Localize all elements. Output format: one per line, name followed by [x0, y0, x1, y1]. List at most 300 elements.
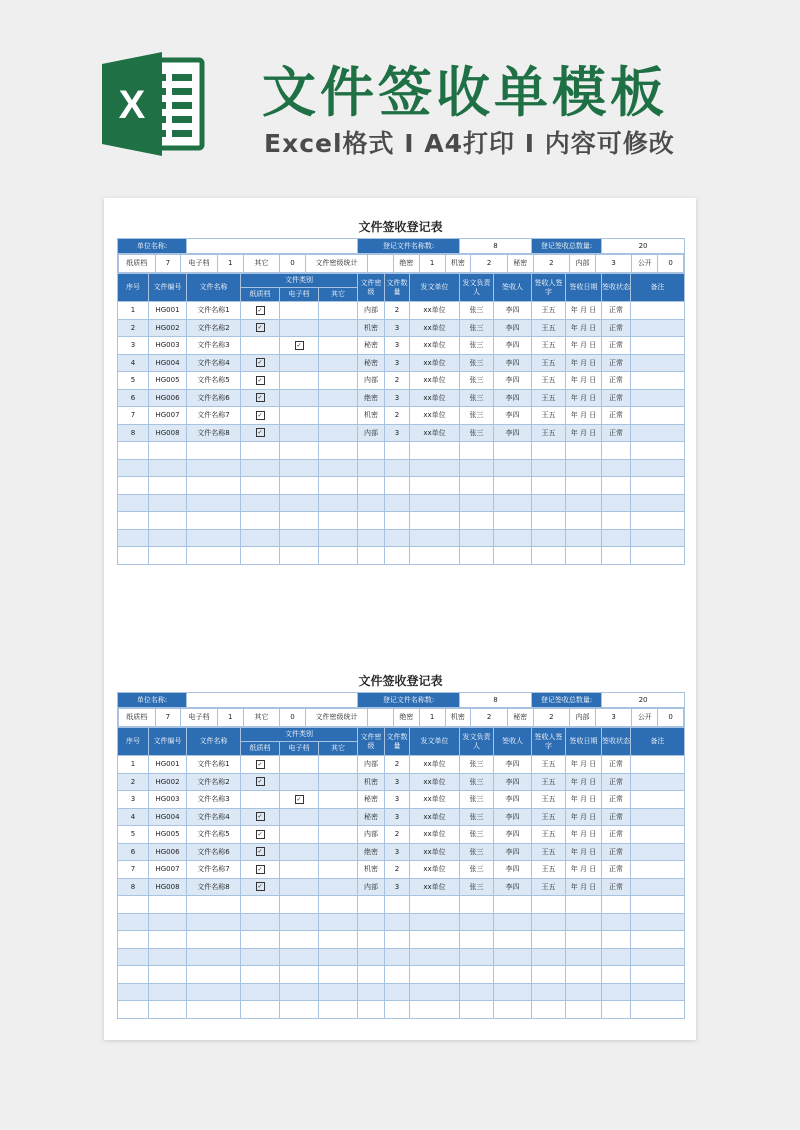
status-cell[interactable]: 正常: [602, 407, 631, 425]
empty-cell[interactable]: [241, 948, 280, 966]
empty-cell[interactable]: [358, 913, 385, 931]
no-cell[interactable]: 3: [118, 791, 149, 809]
status-cell[interactable]: 正常: [602, 302, 631, 320]
note-cell[interactable]: [631, 878, 685, 896]
name-cell[interactable]: 文件名称8: [187, 878, 241, 896]
empty-cell[interactable]: [460, 529, 494, 547]
empty-cell[interactable]: [118, 442, 149, 460]
code-cell[interactable]: HG003: [149, 337, 187, 355]
empty-cell[interactable]: [118, 948, 149, 966]
empty-cell[interactable]: [631, 477, 685, 495]
empty-cell[interactable]: [410, 494, 460, 512]
level-cell[interactable]: 内部: [358, 372, 385, 390]
receiver-cell[interactable]: 李四: [494, 808, 532, 826]
empty-cell[interactable]: [118, 966, 149, 984]
status-cell[interactable]: 正常: [602, 773, 631, 791]
empty-cell[interactable]: [410, 529, 460, 547]
empty-cell[interactable]: [532, 547, 566, 565]
date-cell[interactable]: 年 月 日: [566, 319, 602, 337]
empty-cell[interactable]: [149, 494, 187, 512]
sender-cell[interactable]: xx单位: [410, 372, 460, 390]
category-digital-cell[interactable]: [280, 791, 319, 809]
empty-cell[interactable]: [410, 913, 460, 931]
empty-cell[interactable]: [410, 1001, 460, 1019]
category-digital-cell[interactable]: [280, 808, 319, 826]
signer-cell[interactable]: 王五: [532, 791, 566, 809]
stat-value[interactable]: 2: [533, 709, 570, 727]
empty-cell[interactable]: [385, 931, 410, 949]
sender-cell[interactable]: xx单位: [410, 791, 460, 809]
qty-cell[interactable]: 3: [385, 808, 410, 826]
level-cell[interactable]: 机密: [358, 773, 385, 791]
owner-cell[interactable]: 张三: [460, 756, 494, 774]
empty-cell[interactable]: [602, 512, 631, 530]
category-digital-cell[interactable]: [280, 372, 319, 390]
qty-cell[interactable]: 2: [385, 407, 410, 425]
empty-cell[interactable]: [631, 913, 685, 931]
category-other-cell[interactable]: [319, 756, 358, 774]
level-cell[interactable]: 绝密: [358, 843, 385, 861]
empty-cell[interactable]: [358, 459, 385, 477]
checkbox-icon[interactable]: ✓: [257, 848, 263, 856]
name-cell[interactable]: 文件名称7: [187, 407, 241, 425]
signer-cell[interactable]: 王五: [532, 424, 566, 442]
category-other-cell[interactable]: [319, 337, 358, 355]
date-cell[interactable]: 年 月 日: [566, 773, 602, 791]
no-cell[interactable]: 4: [118, 354, 149, 372]
empty-cell[interactable]: [494, 459, 532, 477]
signer-cell[interactable]: 王五: [532, 878, 566, 896]
category-digital-cell[interactable]: [280, 389, 319, 407]
empty-cell[interactable]: [631, 948, 685, 966]
sender-cell[interactable]: xx单位: [410, 878, 460, 896]
receiver-cell[interactable]: 李四: [494, 861, 532, 879]
note-cell[interactable]: [631, 843, 685, 861]
level-cell[interactable]: 内部: [358, 302, 385, 320]
category-paper-cell[interactable]: [241, 424, 280, 442]
stat-value[interactable]: 2: [471, 709, 508, 727]
note-cell[interactable]: [631, 407, 685, 425]
status-cell[interactable]: 正常: [602, 878, 631, 896]
checkbox-icon[interactable]: ✓: [257, 324, 263, 332]
empty-cell[interactable]: [149, 931, 187, 949]
level-cell[interactable]: 内部: [358, 424, 385, 442]
empty-cell[interactable]: [602, 442, 631, 460]
receiver-cell[interactable]: 李四: [494, 302, 532, 320]
empty-cell[interactable]: [118, 913, 149, 931]
owner-cell[interactable]: 张三: [460, 407, 494, 425]
empty-cell[interactable]: [280, 442, 319, 460]
category-other-cell[interactable]: [319, 354, 358, 372]
category-paper-cell[interactable]: [241, 773, 280, 791]
empty-cell[interactable]: [532, 512, 566, 530]
name-cell[interactable]: 文件名称3: [187, 791, 241, 809]
date-cell[interactable]: 年 月 日: [566, 354, 602, 372]
empty-cell[interactable]: [494, 983, 532, 1001]
date-cell[interactable]: 年 月 日: [566, 878, 602, 896]
stat-value[interactable]: 7: [155, 255, 181, 273]
empty-cell[interactable]: [319, 477, 358, 495]
empty-cell[interactable]: [149, 477, 187, 495]
category-paper-cell[interactable]: [241, 756, 280, 774]
note-cell[interactable]: [631, 791, 685, 809]
level-cell[interactable]: 机密: [358, 319, 385, 337]
empty-cell[interactable]: [494, 966, 532, 984]
empty-cell[interactable]: [187, 494, 241, 512]
empty-cell[interactable]: [566, 966, 602, 984]
empty-cell[interactable]: [319, 529, 358, 547]
stat-value[interactable]: 0: [280, 709, 306, 727]
empty-cell[interactable]: [149, 948, 187, 966]
category-other-cell[interactable]: [319, 372, 358, 390]
name-cell[interactable]: 文件名称6: [187, 389, 241, 407]
no-cell[interactable]: 4: [118, 808, 149, 826]
empty-cell[interactable]: [410, 512, 460, 530]
empty-cell[interactable]: [410, 477, 460, 495]
empty-cell[interactable]: [460, 547, 494, 565]
no-cell[interactable]: 1: [118, 302, 149, 320]
no-cell[interactable]: 5: [118, 826, 149, 844]
status-cell[interactable]: 正常: [602, 372, 631, 390]
owner-cell[interactable]: 张三: [460, 791, 494, 809]
status-cell[interactable]: 正常: [602, 319, 631, 337]
empty-cell[interactable]: [410, 442, 460, 460]
owner-cell[interactable]: 张三: [460, 337, 494, 355]
empty-cell[interactable]: [358, 931, 385, 949]
category-digital-cell[interactable]: [280, 302, 319, 320]
empty-cell[interactable]: [280, 494, 319, 512]
empty-cell[interactable]: [494, 1001, 532, 1019]
empty-cell[interactable]: [149, 512, 187, 530]
note-cell[interactable]: [631, 319, 685, 337]
sender-cell[interactable]: xx单位: [410, 808, 460, 826]
qty-cell[interactable]: 3: [385, 354, 410, 372]
category-paper-cell[interactable]: [241, 372, 280, 390]
category-digital-cell[interactable]: [280, 756, 319, 774]
empty-cell[interactable]: [118, 529, 149, 547]
note-cell[interactable]: [631, 354, 685, 372]
category-paper-cell[interactable]: [241, 878, 280, 896]
empty-cell[interactable]: [149, 529, 187, 547]
date-cell[interactable]: 年 月 日: [566, 407, 602, 425]
signer-cell[interactable]: 王五: [532, 826, 566, 844]
code-cell[interactable]: HG005: [149, 826, 187, 844]
receiver-cell[interactable]: 李四: [494, 337, 532, 355]
status-cell[interactable]: 正常: [602, 791, 631, 809]
no-cell[interactable]: 6: [118, 389, 149, 407]
empty-cell[interactable]: [410, 948, 460, 966]
empty-cell[interactable]: [532, 983, 566, 1001]
empty-cell[interactable]: [410, 459, 460, 477]
empty-cell[interactable]: [241, 983, 280, 1001]
signer-cell[interactable]: 王五: [532, 389, 566, 407]
empty-cell[interactable]: [187, 1001, 241, 1019]
empty-cell[interactable]: [280, 896, 319, 914]
empty-cell[interactable]: [118, 896, 149, 914]
signer-cell[interactable]: 王五: [532, 302, 566, 320]
receiver-cell[interactable]: 李四: [494, 843, 532, 861]
name-cell[interactable]: 文件名称3: [187, 337, 241, 355]
sender-cell[interactable]: xx单位: [410, 773, 460, 791]
category-other-cell[interactable]: [319, 808, 358, 826]
level-cell[interactable]: 内部: [358, 826, 385, 844]
no-cell[interactable]: 6: [118, 843, 149, 861]
category-digital-cell[interactable]: [280, 861, 319, 879]
empty-cell[interactable]: [149, 459, 187, 477]
empty-cell[interactable]: [358, 948, 385, 966]
owner-cell[interactable]: 张三: [460, 319, 494, 337]
empty-cell[interactable]: [241, 459, 280, 477]
signer-cell[interactable]: 王五: [532, 337, 566, 355]
no-cell[interactable]: 1: [118, 756, 149, 774]
empty-cell[interactable]: [187, 459, 241, 477]
empty-cell[interactable]: [602, 459, 631, 477]
signer-cell[interactable]: 王五: [532, 861, 566, 879]
empty-cell[interactable]: [149, 966, 187, 984]
code-cell[interactable]: HG007: [149, 861, 187, 879]
date-cell[interactable]: 年 月 日: [566, 302, 602, 320]
category-paper-cell[interactable]: [241, 389, 280, 407]
note-cell[interactable]: [631, 773, 685, 791]
empty-cell[interactable]: [460, 1001, 494, 1019]
status-cell[interactable]: 正常: [602, 843, 631, 861]
category-other-cell[interactable]: [319, 319, 358, 337]
empty-cell[interactable]: [187, 948, 241, 966]
date-cell[interactable]: 年 月 日: [566, 389, 602, 407]
stat-value[interactable]: 0: [280, 255, 306, 273]
empty-cell[interactable]: [385, 459, 410, 477]
qty-cell[interactable]: 2: [385, 372, 410, 390]
empty-cell[interactable]: [241, 1001, 280, 1019]
empty-cell[interactable]: [566, 477, 602, 495]
sender-cell[interactable]: xx单位: [410, 389, 460, 407]
empty-cell[interactable]: [280, 966, 319, 984]
empty-cell[interactable]: [358, 512, 385, 530]
empty-cell[interactable]: [385, 948, 410, 966]
level-cell[interactable]: 秘密: [358, 791, 385, 809]
date-cell[interactable]: 年 月 日: [566, 424, 602, 442]
name-cell[interactable]: 文件名称8: [187, 424, 241, 442]
empty-cell[interactable]: [460, 913, 494, 931]
name-cell[interactable]: 文件名称2: [187, 319, 241, 337]
empty-cell[interactable]: [241, 896, 280, 914]
code-cell[interactable]: HG007: [149, 407, 187, 425]
empty-cell[interactable]: [460, 477, 494, 495]
name-cell[interactable]: 文件名称2: [187, 773, 241, 791]
empty-cell[interactable]: [602, 983, 631, 1001]
qty-cell[interactable]: 2: [385, 756, 410, 774]
empty-cell[interactable]: [187, 931, 241, 949]
qty-cell[interactable]: 3: [385, 843, 410, 861]
category-digital-cell[interactable]: [280, 878, 319, 896]
signer-cell[interactable]: 王五: [532, 756, 566, 774]
empty-cell[interactable]: [460, 896, 494, 914]
empty-cell[interactable]: [566, 1001, 602, 1019]
sender-cell[interactable]: xx单位: [410, 302, 460, 320]
checkbox-icon[interactable]: ✓: [296, 795, 302, 803]
no-cell[interactable]: 2: [118, 773, 149, 791]
empty-cell[interactable]: [532, 948, 566, 966]
empty-cell[interactable]: [602, 477, 631, 495]
no-cell[interactable]: 2: [118, 319, 149, 337]
owner-cell[interactable]: 张三: [460, 302, 494, 320]
empty-cell[interactable]: [149, 913, 187, 931]
qty-cell[interactable]: 3: [385, 773, 410, 791]
code-cell[interactable]: HG006: [149, 843, 187, 861]
level-cell[interactable]: 内部: [358, 756, 385, 774]
empty-cell[interactable]: [319, 931, 358, 949]
receiver-cell[interactable]: 李四: [494, 773, 532, 791]
code-cell[interactable]: HG003: [149, 791, 187, 809]
status-cell[interactable]: 正常: [602, 808, 631, 826]
empty-cell[interactable]: [241, 931, 280, 949]
qty-cell[interactable]: 3: [385, 791, 410, 809]
sender-cell[interactable]: xx单位: [410, 337, 460, 355]
status-cell[interactable]: 正常: [602, 756, 631, 774]
category-other-cell[interactable]: [319, 424, 358, 442]
empty-cell[interactable]: [494, 896, 532, 914]
owner-cell[interactable]: 张三: [460, 389, 494, 407]
empty-cell[interactable]: [385, 477, 410, 495]
empty-cell[interactable]: [241, 966, 280, 984]
date-cell[interactable]: 年 月 日: [566, 808, 602, 826]
empty-cell[interactable]: [631, 896, 685, 914]
empty-cell[interactable]: [385, 442, 410, 460]
empty-cell[interactable]: [319, 1001, 358, 1019]
unit-name-value[interactable]: [187, 239, 358, 254]
category-digital-cell[interactable]: [280, 826, 319, 844]
empty-cell[interactable]: [118, 477, 149, 495]
name-cell[interactable]: 文件名称6: [187, 843, 241, 861]
level-cell[interactable]: 绝密: [358, 389, 385, 407]
qty-cell[interactable]: 2: [385, 861, 410, 879]
receiver-cell[interactable]: 李四: [494, 878, 532, 896]
code-cell[interactable]: HG002: [149, 319, 187, 337]
qty-cell[interactable]: 2: [385, 826, 410, 844]
empty-cell[interactable]: [118, 1001, 149, 1019]
empty-cell[interactable]: [187, 477, 241, 495]
empty-cell[interactable]: [280, 547, 319, 565]
category-paper-cell[interactable]: [241, 302, 280, 320]
status-cell[interactable]: 正常: [602, 826, 631, 844]
sender-cell[interactable]: xx单位: [410, 826, 460, 844]
empty-cell[interactable]: [241, 529, 280, 547]
empty-cell[interactable]: [602, 948, 631, 966]
stat-value[interactable]: 2: [471, 255, 508, 273]
receiver-cell[interactable]: 李四: [494, 791, 532, 809]
checkbox-icon[interactable]: ✓: [257, 760, 263, 768]
empty-cell[interactable]: [280, 931, 319, 949]
empty-cell[interactable]: [494, 494, 532, 512]
sender-cell[interactable]: xx单位: [410, 861, 460, 879]
empty-cell[interactable]: [187, 966, 241, 984]
empty-cell[interactable]: [358, 547, 385, 565]
category-paper-cell[interactable]: [241, 826, 280, 844]
name-cell[interactable]: 文件名称7: [187, 861, 241, 879]
empty-cell[interactable]: [410, 547, 460, 565]
category-paper-cell[interactable]: [241, 407, 280, 425]
empty-cell[interactable]: [319, 966, 358, 984]
stat-value[interactable]: [368, 255, 394, 273]
empty-cell[interactable]: [631, 966, 685, 984]
empty-cell[interactable]: [494, 948, 532, 966]
sender-cell[interactable]: xx单位: [410, 354, 460, 372]
no-cell[interactable]: 3: [118, 337, 149, 355]
empty-cell[interactable]: [532, 477, 566, 495]
empty-cell[interactable]: [187, 913, 241, 931]
empty-cell[interactable]: [631, 512, 685, 530]
empty-cell[interactable]: [631, 494, 685, 512]
empty-cell[interactable]: [319, 896, 358, 914]
empty-cell[interactable]: [566, 948, 602, 966]
empty-cell[interactable]: [566, 931, 602, 949]
empty-cell[interactable]: [385, 547, 410, 565]
note-cell[interactable]: [631, 389, 685, 407]
empty-cell[interactable]: [385, 913, 410, 931]
empty-cell[interactable]: [385, 983, 410, 1001]
level-cell[interactable]: 内部: [358, 878, 385, 896]
no-cell[interactable]: 8: [118, 424, 149, 442]
owner-cell[interactable]: 张三: [460, 826, 494, 844]
empty-cell[interactable]: [532, 1001, 566, 1019]
empty-cell[interactable]: [410, 983, 460, 1001]
receiver-cell[interactable]: 李四: [494, 372, 532, 390]
no-cell[interactable]: 7: [118, 407, 149, 425]
level-cell[interactable]: 秘密: [358, 354, 385, 372]
empty-cell[interactable]: [602, 547, 631, 565]
category-digital-cell[interactable]: [280, 407, 319, 425]
empty-cell[interactable]: [566, 983, 602, 1001]
empty-cell[interactable]: [319, 512, 358, 530]
empty-cell[interactable]: [494, 547, 532, 565]
no-cell[interactable]: 8: [118, 878, 149, 896]
empty-cell[interactable]: [319, 547, 358, 565]
empty-cell[interactable]: [385, 1001, 410, 1019]
empty-cell[interactable]: [460, 983, 494, 1001]
note-cell[interactable]: [631, 372, 685, 390]
category-paper-cell[interactable]: [241, 808, 280, 826]
empty-cell[interactable]: [149, 442, 187, 460]
category-other-cell[interactable]: [319, 878, 358, 896]
empty-cell[interactable]: [149, 1001, 187, 1019]
empty-cell[interactable]: [602, 1001, 631, 1019]
empty-cell[interactable]: [118, 983, 149, 1001]
owner-cell[interactable]: 张三: [460, 354, 494, 372]
status-cell[interactable]: 正常: [602, 424, 631, 442]
category-other-cell[interactable]: [319, 791, 358, 809]
date-cell[interactable]: 年 月 日: [566, 337, 602, 355]
empty-cell[interactable]: [319, 948, 358, 966]
sender-cell[interactable]: xx单位: [410, 407, 460, 425]
category-other-cell[interactable]: [319, 861, 358, 879]
category-paper-cell[interactable]: [241, 319, 280, 337]
empty-cell[interactable]: [358, 1001, 385, 1019]
checkbox-icon[interactable]: ✓: [296, 341, 302, 349]
empty-cell[interactable]: [319, 983, 358, 1001]
empty-cell[interactable]: [319, 913, 358, 931]
code-cell[interactable]: HG001: [149, 756, 187, 774]
empty-cell[interactable]: [149, 983, 187, 1001]
empty-cell[interactable]: [532, 459, 566, 477]
empty-cell[interactable]: [494, 913, 532, 931]
empty-cell[interactable]: [385, 966, 410, 984]
receiver-cell[interactable]: 李四: [494, 407, 532, 425]
empty-cell[interactable]: [532, 494, 566, 512]
date-cell[interactable]: 年 月 日: [566, 861, 602, 879]
empty-cell[interactable]: [532, 913, 566, 931]
code-cell[interactable]: HG008: [149, 878, 187, 896]
code-cell[interactable]: HG005: [149, 372, 187, 390]
